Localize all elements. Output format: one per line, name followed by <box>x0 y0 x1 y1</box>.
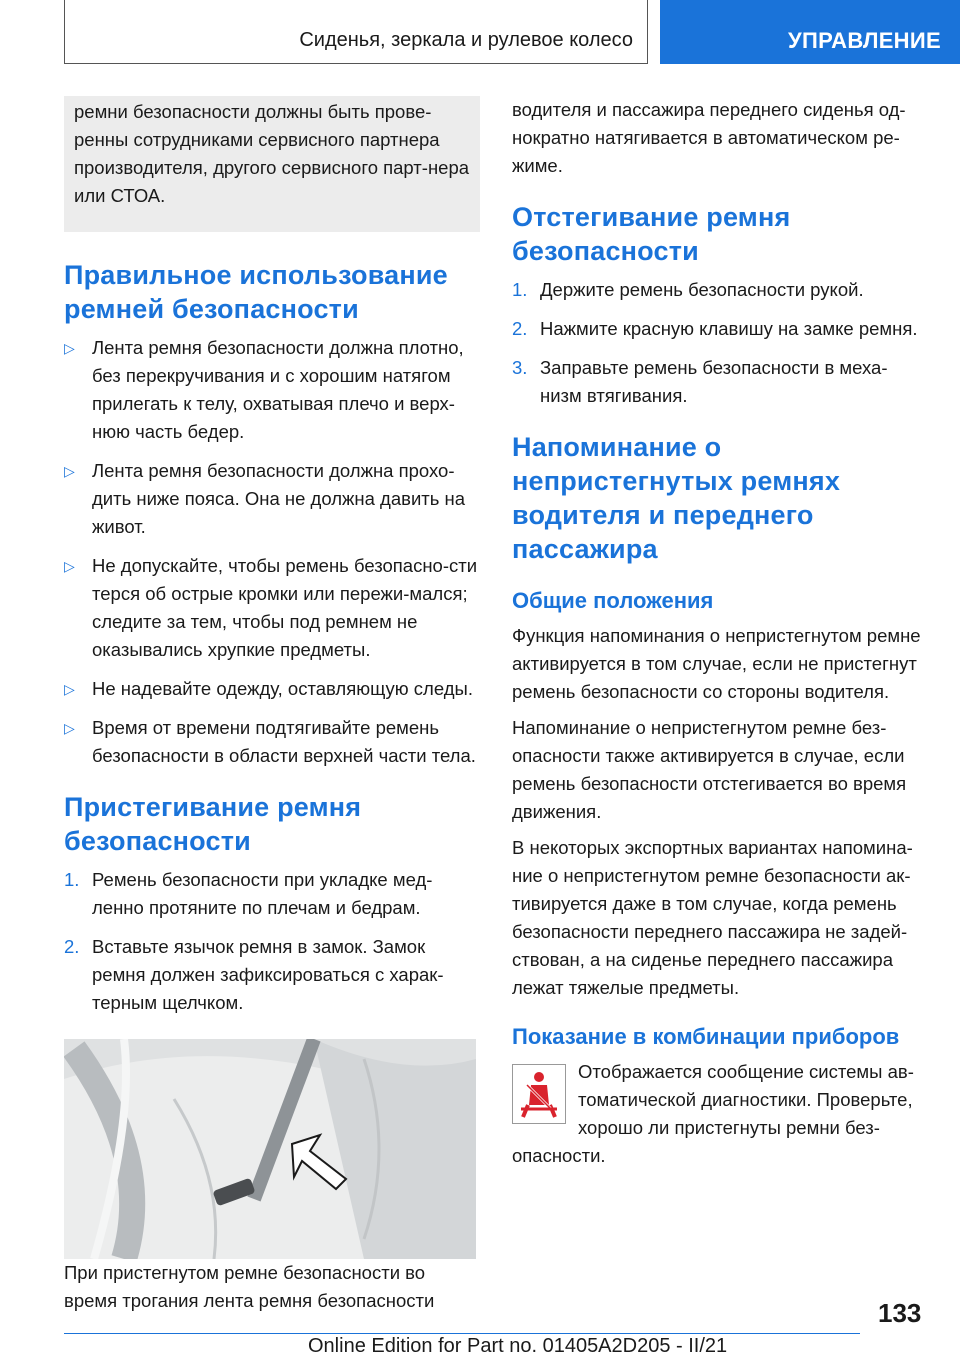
list-item <box>64 552 480 664</box>
chapter-tab-label: УПРАВЛЕНИЕ <box>788 28 941 53</box>
heading-reminder: Напоминание о непристегнутых ремнях водителя и переднего пассажира <box>512 432 841 564</box>
bullet-triangle-icon: ▷ <box>64 340 75 356</box>
list-item-text: Время от времени подтягивайте ремень безопасности в области верхней части тела. <box>92 717 476 766</box>
seatbelt-photo <box>64 1039 476 1259</box>
list-item-text: Лента ремня безопасности должна плотно, без перекручивания и с хорошим натягом прилегать к телу, охватывая плечо и верх-нюю часть бедер. <box>92 337 464 442</box>
bullet-triangle-icon: ▷ <box>64 720 75 736</box>
step-text: Ремень безопасности при укладке мед-ленно протяните по плечам и бедрам. <box>92 869 433 918</box>
step-number: 2. <box>64 936 80 957</box>
step-item <box>64 866 480 922</box>
paragraph: Функция напоминания о непристегнутом ремне активируется в том случае, если не пристегнут ремень безопасности со стороны водителя. <box>512 625 921 702</box>
step-text: Вставьте язычок ремня в замок. Замок ремня должен зафиксироваться с харак-терным щелчком. <box>92 936 444 1013</box>
bullet-triangle-icon: ▷ <box>64 558 75 574</box>
step-item <box>512 315 928 343</box>
list-item <box>64 675 480 703</box>
seatbelt-illustration <box>64 1039 476 1259</box>
step-text: Держите ремень безопасности рукой. <box>540 279 864 300</box>
page-number: 133 <box>878 1298 922 1328</box>
bullet-triangle-icon: ▷ <box>64 463 75 479</box>
left-column <box>64 96 480 1315</box>
subheading-general: Общие положения <box>512 588 714 613</box>
unfastening-steps <box>512 276 928 410</box>
list-item <box>64 714 480 770</box>
photo-caption: При пристегнутом ремне безопасности во время трогания лента ремня безопасности <box>64 1262 435 1311</box>
heading-correct-use: Правильное использование ремней безопасности <box>64 260 448 324</box>
service-note-text: ремни безопасности должны быть прове-ренны сотрудниками сервисного партнера производителя, другого сервисного парт-нера или СТОА. <box>74 101 470 206</box>
indicator-text: Отображается сообщение системы ав-томатической диагностики. Проверьте, хорошо ли пристегнуты ремни без-опасности. <box>512 1061 914 1166</box>
step-item <box>512 276 928 304</box>
step-number: 1. <box>512 279 528 300</box>
list-item-text: Не допускайте, чтобы ремень безопасно-сти терся об острые кромки или пережи-мался; следите за тем, чтобы под ремнем не оказывались хрупкие предметы. <box>92 555 478 660</box>
step-number: 2. <box>512 318 528 339</box>
step-item <box>512 354 928 410</box>
step-text: Заправьте ремень безопасности в меха-низм втягивания. <box>540 357 888 406</box>
heading-fastening: Пристегивание ремня безопасности <box>64 792 362 856</box>
step-item <box>64 933 480 1017</box>
seatbelt-warning-icon <box>512 1064 566 1124</box>
section-title: Сиденья, зеркала и рулевое колесо <box>299 29 633 51</box>
bullet-triangle-icon: ▷ <box>64 681 75 697</box>
bullet-list <box>64 334 480 770</box>
list-item-text: Лента ремня безопасности должна прохо-дить ниже пояса. Она не должна давить на живот. <box>92 460 466 537</box>
header-frame <box>64 0 648 64</box>
right-column <box>512 96 928 1170</box>
list-item <box>64 457 480 541</box>
list-item <box>64 334 480 446</box>
subheading-cluster: Показание в комбинации приборов <box>512 1024 900 1049</box>
edition-label: Online Edition for Part no. 01405A2D205 - II/21 <box>308 1335 728 1357</box>
service-note <box>64 96 480 232</box>
step-number: 1. <box>64 869 80 890</box>
chapter-tab[interactable] <box>660 0 960 64</box>
heading-unfastening: Отстегивание ремня безопасности <box>512 202 791 266</box>
fastening-steps <box>64 866 480 1017</box>
paragraph: В некоторых экспортных вариантах напомина-ние о непристегнутом ремне безопасности ак-тивируется даже в том случае, когда ремень безопасности переднего пассажира не задей-ствован, а на сиденье переднего пассажира лежат тяжелые предметы. <box>512 837 913 998</box>
list-item-text: Не надевайте одежду, оставляющую следы. <box>92 678 473 699</box>
paragraph: Напоминание о непристегнутом ремне без-опасности также активируется в случае, если ремень безопасности отстегивается во время движения. <box>512 717 907 822</box>
step-number: 3. <box>512 357 528 378</box>
continued-text: водителя и пассажира переднего сиденья од-нократно натягивается в автоматическом ре-жиме. <box>512 99 906 176</box>
footer-divider <box>64 1333 860 1334</box>
step-text: Нажмите красную клавишу на замке ремня. <box>540 318 918 339</box>
indicator-block <box>512 1058 928 1170</box>
